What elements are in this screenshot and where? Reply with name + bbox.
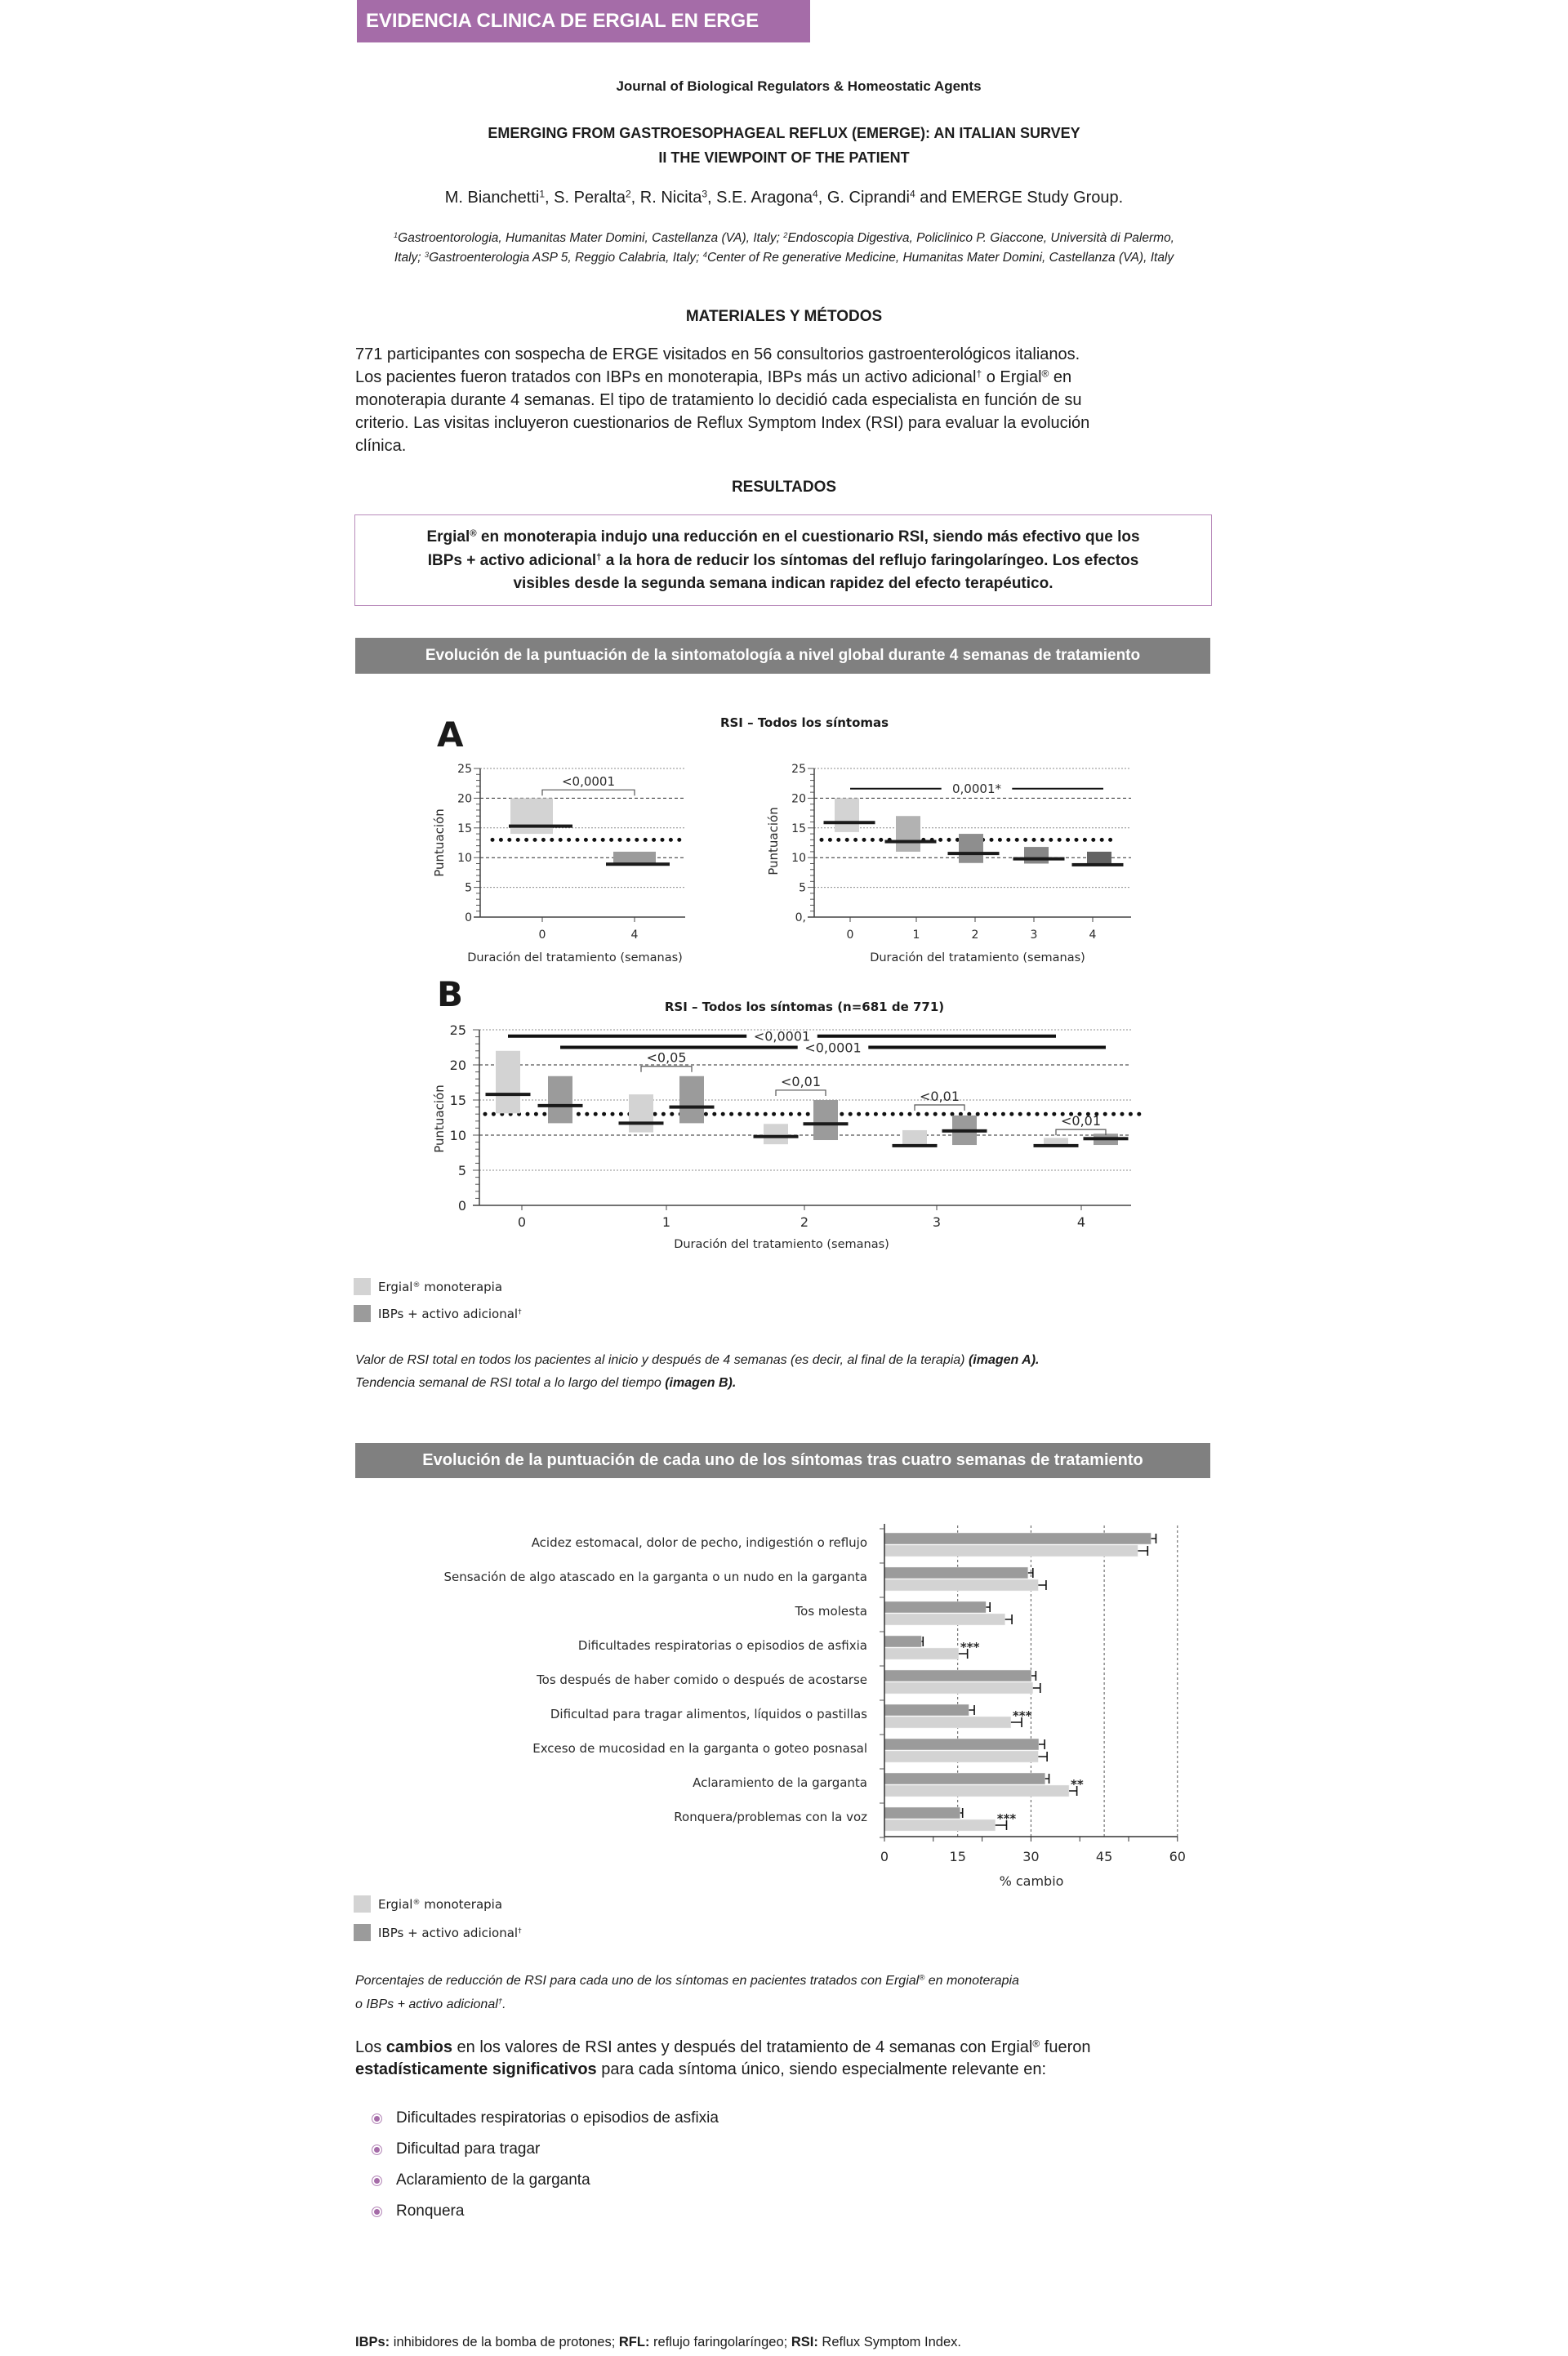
x-axis-label: % cambio xyxy=(999,1873,1064,1889)
range-box xyxy=(835,798,859,831)
y-tick-label: 10 xyxy=(449,1127,466,1143)
highlight-line: visibles desde la segunda semana indican rapidez del efecto terapéutico. xyxy=(513,575,1054,592)
legend-swatch-icon xyxy=(354,1924,371,1941)
error-bar xyxy=(1038,1580,1046,1590)
p-value-label: <0,0001 xyxy=(753,1028,811,1044)
p-value-label: <0,01 xyxy=(780,1073,822,1089)
chart-a-rsi-baseline-vs-week4 xyxy=(425,759,694,968)
median-line xyxy=(1034,1144,1079,1147)
bar xyxy=(884,1601,986,1613)
panel-label-b: B xyxy=(437,974,464,1014)
y-tick-label: 20 xyxy=(449,1057,466,1073)
x-tick-label: 45 xyxy=(1095,1849,1113,1864)
paragraph-line: Los pacientes fueron tratados con IBPs en monoterapia, IBPs más un activo adicional† o Ergial® en xyxy=(355,367,1072,386)
section-global-title: Evolución de la puntuación de la sintomatología a nivel global durante 4 semanas de tratamiento xyxy=(425,647,1141,664)
bar xyxy=(884,1636,921,1647)
bullet-item xyxy=(372,2134,540,2165)
bullet-text: Aclaramiento de la garganta xyxy=(396,2171,590,2189)
median-line xyxy=(1084,1137,1129,1140)
bullet-item xyxy=(372,2165,590,2196)
affiliation-line: $^1$Gastroentorologia, Humanitas Mater Domini, Castellanza (VA), Italy; $^2$Endoscopia Digestiva, Policlinico P. Giaccone, Università di Palermo, xyxy=(394,230,1174,245)
x-tick-label: 1 xyxy=(662,1214,671,1230)
p-value-label: <0,05 xyxy=(646,1049,687,1066)
category-label: Sensación de algo atascado en la garganta o un nudo en la garganta xyxy=(443,1570,867,1584)
category-label: Aclaramiento de la garganta xyxy=(693,1775,867,1790)
bar xyxy=(884,1567,1028,1579)
significance-bracket xyxy=(915,1105,964,1111)
median-line xyxy=(509,825,572,828)
bar xyxy=(884,1545,1138,1557)
panel-label-a: A xyxy=(437,715,464,755)
p-value-label: <0,01 xyxy=(1060,1113,1102,1129)
x-tick-label: 15 xyxy=(949,1849,966,1864)
median-line xyxy=(942,1129,987,1133)
y-tick-label: 10 xyxy=(791,852,806,866)
caption-line: Valor de RSI total en todos los pacientes al inicio y después de 4 semanas (es decir, al final de la terapia) (imagen A). xyxy=(355,1353,1040,1367)
error-bar xyxy=(1031,1671,1036,1681)
category-label: Tos molesta xyxy=(795,1604,867,1619)
caption-line: Tendencia semanal de RSI total a lo largo del tiempo (imagen B). xyxy=(355,1376,737,1390)
y-tick-label: 15 xyxy=(457,822,472,835)
paragraph-line: estadísticamente significativos para cada síntoma único, siendo especialmente relevante en: xyxy=(355,2060,1047,2078)
error-bar xyxy=(1038,1752,1047,1761)
y-tick-label: 20 xyxy=(457,792,472,806)
significance-stars: ** xyxy=(1071,1777,1084,1792)
median-line xyxy=(893,1144,938,1147)
median-line xyxy=(885,840,937,844)
median-line xyxy=(538,1104,583,1107)
methods-heading: MATERIALES Y MÉTODOS xyxy=(685,308,883,325)
error-bar xyxy=(1039,1739,1045,1749)
y-tick-label: 20 xyxy=(791,792,806,806)
bar xyxy=(884,1819,996,1831)
affiliation-line: Italy; $^3$Gastroenterologia ASP 5, Reggio Calabria, Italy; $^4$Center of Re generative Medicine, Humanitas Mater Domini, Castellanza (VA), Italy xyxy=(394,250,1174,265)
median-line xyxy=(1072,863,1124,866)
y-tick-label: 25 xyxy=(457,763,472,777)
legend-item-ergial xyxy=(354,1278,502,1295)
median-line xyxy=(754,1135,799,1138)
x-axis-label: Duración del tratamiento (semanas) xyxy=(674,1238,889,1251)
y-tick-label: 15 xyxy=(791,822,806,835)
range-box xyxy=(1024,847,1049,863)
y-tick-label: 5 xyxy=(457,1162,466,1178)
median-line xyxy=(824,821,875,824)
paragraph-line: monoterapia durante 4 semanas. El tipo de tratamiento lo decidió cada especialista en función de su xyxy=(355,391,1082,409)
category-label: Dificultades respiratorias o episodios de asfixia xyxy=(577,1638,867,1653)
article-title-line: II THE VIEWPOINT OF THE PATIENT xyxy=(658,149,910,166)
legend-label: Ergial® monoterapia xyxy=(378,1896,503,1912)
abbreviations-footnote: IBPs: inhibidores de la bomba de protones; RFL: reflujo faringolaríngeo; RSI: Reflux Symptom Index. xyxy=(355,2335,961,2349)
authors: M. Bianchetti$^1$, S. Peralta$^2$, R. Nicita$^3$, S.E. Aragona$^4$, G. Ciprandi$^4$ and EMERGE Study Group. xyxy=(444,188,1124,207)
x-tick-label: 0 xyxy=(538,929,546,942)
bullet-text: Dificultades respiratorias o episodios de asfixia xyxy=(396,2109,719,2127)
y-axis-label: Puntuación xyxy=(432,1084,447,1153)
chart-a-rsi-weekly-all-patients xyxy=(751,759,1143,968)
category-label: Exceso de mucosidad en la garganta o goteo posnasal xyxy=(532,1741,867,1756)
section-symptoms-title: Evolución de la puntuación de cada uno de los síntomas tras cuatro semanas de tratamiento xyxy=(422,1451,1143,1469)
category-label: Acidez estomacal, dolor de pecho, indigestión o reflujo xyxy=(531,1535,867,1550)
bar xyxy=(884,1751,1038,1762)
chart-b-rsi-weekly-by-treatment xyxy=(425,1021,1143,1251)
bar xyxy=(884,1579,1038,1591)
chart-b-title: RSI – Todos los síntomas (n=681 de 771) xyxy=(664,1000,945,1014)
error-bar xyxy=(960,1808,963,1818)
error-bar xyxy=(986,1602,990,1612)
median-line xyxy=(804,1122,849,1125)
significance-stars: *** xyxy=(960,1640,980,1655)
error-bar xyxy=(1005,1614,1012,1624)
bar xyxy=(884,1648,959,1659)
bar xyxy=(884,1533,1152,1544)
median-line xyxy=(1013,857,1065,861)
bar xyxy=(884,1670,1031,1681)
bar xyxy=(884,1807,960,1819)
article-title-line: EMERGING FROM GASTROESOPHAGEAL REFLUX (EMERGE): AN ITALIAN SURVEY xyxy=(488,125,1080,141)
x-tick-label: 2 xyxy=(971,929,979,942)
range-box xyxy=(764,1124,788,1144)
error-bar xyxy=(1033,1683,1040,1693)
y-tick-label: 5 xyxy=(799,881,806,895)
legend-swatch-icon xyxy=(354,1895,371,1913)
bullet-item xyxy=(372,2196,464,2227)
category-label: Tos después de haber comido o después de acostarse xyxy=(537,1672,867,1687)
median-line xyxy=(619,1121,664,1125)
x-axis-label: Duración del tratamiento (semanas) xyxy=(870,951,1085,964)
range-box xyxy=(548,1076,572,1124)
bullet-icon xyxy=(372,2144,382,2155)
range-box xyxy=(613,852,656,864)
x-tick-label: 0 xyxy=(880,1849,889,1864)
bullet-icon xyxy=(372,2207,382,2217)
y-axis-label: Puntuación xyxy=(432,808,447,877)
x-tick-label: 30 xyxy=(1022,1849,1040,1864)
affiliations xyxy=(355,229,1213,268)
chart-a-title: RSI – Todos los síntomas xyxy=(719,715,889,730)
x-tick-label: 60 xyxy=(1169,1849,1186,1864)
error-bar xyxy=(1045,1774,1049,1784)
figure-caption-symptoms xyxy=(355,1969,1221,2016)
caption-line: Porcentajes de reducción de RSI para cada uno de los síntomas en pacientes tratados con Ergial® en monoterapia xyxy=(355,1973,1019,1988)
range-box xyxy=(510,798,553,834)
bullet-text: Ronquera xyxy=(396,2202,465,2220)
highlight-line: IBPs + activo adicional† a la hora de reducir los síntomas del reflujo faringolaríngeo. Los efectos xyxy=(427,551,1139,569)
y-tick-label: 0 xyxy=(457,1197,466,1214)
legend-swatch-icon xyxy=(354,1305,371,1322)
y-tick-label: 25 xyxy=(791,763,806,777)
error-bar xyxy=(1138,1546,1147,1556)
x-axis-label: Duración del tratamiento (semanas) xyxy=(467,951,683,964)
range-box xyxy=(959,834,983,863)
paragraph-line: clínica. xyxy=(355,437,407,455)
error-bar xyxy=(969,1705,974,1715)
chart-symptom-percent-change xyxy=(359,1515,1192,1895)
y-tick-label: 0, xyxy=(795,911,806,925)
bullet-icon xyxy=(372,2176,382,2186)
bullet-text: Dificultad para tragar xyxy=(396,2140,541,2158)
page-banner xyxy=(357,0,810,42)
error-bar xyxy=(1028,1568,1033,1578)
range-box xyxy=(679,1076,704,1124)
caption-line: o IBPs + activo adicional†. xyxy=(355,1997,506,2011)
bar xyxy=(884,1682,1033,1694)
median-line xyxy=(486,1093,531,1096)
x-tick-label: 3 xyxy=(1030,929,1038,942)
significance-bracket xyxy=(776,1090,826,1096)
p-value-label: <0,0001 xyxy=(804,1040,862,1056)
p-value-label: <0,01 xyxy=(919,1089,960,1105)
significance-stars: *** xyxy=(1012,1708,1032,1723)
bullet-item xyxy=(372,2103,719,2134)
category-label: Dificultad para tragar alimentos, líquidos o pastillas xyxy=(550,1707,867,1721)
article-title xyxy=(355,121,1213,170)
significance-bracket xyxy=(641,1067,692,1072)
paragraph-line: Los cambios en los valores de RSI antes y después del tratamiento de 4 semanas con Ergial® fueron xyxy=(355,2038,1091,2056)
median-line xyxy=(948,852,1000,855)
results-heading: RESULTADOS xyxy=(731,479,837,496)
results-highlight-box xyxy=(354,514,1212,606)
x-tick-label: 0 xyxy=(846,929,854,942)
bar xyxy=(884,1739,1039,1750)
legend-label: Ergial® monoterapia xyxy=(378,1279,503,1294)
bullet-icon xyxy=(372,2113,382,2124)
median-line xyxy=(670,1106,715,1109)
x-tick-label: 4 xyxy=(630,929,639,942)
banner-title: EVIDENCIA CLINICA DE ERGIAL EN ERGE xyxy=(366,10,760,32)
category-label: Ronquera/problemas con la voz xyxy=(674,1810,867,1824)
x-tick-label: 4 xyxy=(1089,929,1097,942)
x-tick-label: 4 xyxy=(1076,1214,1086,1230)
y-axis-label: Puntuación xyxy=(766,807,781,875)
bar xyxy=(884,1704,969,1716)
highlight-line: Ergial® en monoterapia indujo una reducción en el cuestionario RSI, siendo más efectivo que los xyxy=(426,528,1140,546)
y-tick-label: 5 xyxy=(465,881,472,895)
error-bar xyxy=(1152,1534,1156,1543)
legend-label: IBPs + activo adicional† xyxy=(378,1306,522,1321)
range-box xyxy=(1087,852,1111,865)
p-value-label: <0,0001 xyxy=(561,774,616,790)
bar xyxy=(884,1717,1011,1728)
bar xyxy=(884,1614,1005,1625)
bar xyxy=(884,1785,1069,1797)
paragraph-line: 771 participantes con sospecha de ERGE visitados en 56 consultorios gastroenterológicos italianos. xyxy=(355,345,1080,363)
section-global-title-bar xyxy=(355,638,1210,674)
x-tick-label: 3 xyxy=(932,1214,942,1230)
y-tick-label: 15 xyxy=(449,1092,466,1108)
legend-swatch-icon xyxy=(354,1278,371,1295)
legend-label: IBPs + activo adicional† xyxy=(378,1925,522,1940)
x-tick-label: 0 xyxy=(517,1214,527,1230)
median-line xyxy=(606,862,670,866)
legend-item-ibps xyxy=(354,1924,522,1941)
bar xyxy=(884,1773,1045,1784)
methods-paragraph xyxy=(355,343,1221,457)
section-symptoms-title-bar xyxy=(355,1443,1210,1478)
x-tick-label: 1 xyxy=(912,929,920,942)
range-box xyxy=(496,1051,520,1114)
y-tick-label: 0 xyxy=(465,911,472,925)
journal-name: Journal of Biological Regulators & Homeostatic Agents xyxy=(616,78,982,94)
significance-stars: *** xyxy=(996,1811,1017,1826)
range-box xyxy=(902,1130,927,1145)
x-tick-label: 2 xyxy=(800,1214,809,1230)
error-bar xyxy=(921,1637,923,1646)
y-tick-label: 10 xyxy=(457,852,472,866)
p-value-label: 0,0001* xyxy=(952,782,1001,797)
range-box xyxy=(813,1100,838,1140)
range-box xyxy=(896,816,920,852)
significance-bracket xyxy=(542,790,635,795)
legend-item-ergial xyxy=(354,1895,502,1913)
range-box xyxy=(629,1094,653,1132)
y-tick-label: 25 xyxy=(449,1022,466,1038)
paragraph-line: criterio. Las visitas incluyeron cuestionarios de Reflux Symptom Index (RSI) para evaluar la evolución xyxy=(355,414,1090,432)
conclusion-paragraph xyxy=(355,2037,1221,2081)
legend-item-ibps xyxy=(354,1305,522,1322)
figure-caption-global xyxy=(355,1349,1221,1395)
